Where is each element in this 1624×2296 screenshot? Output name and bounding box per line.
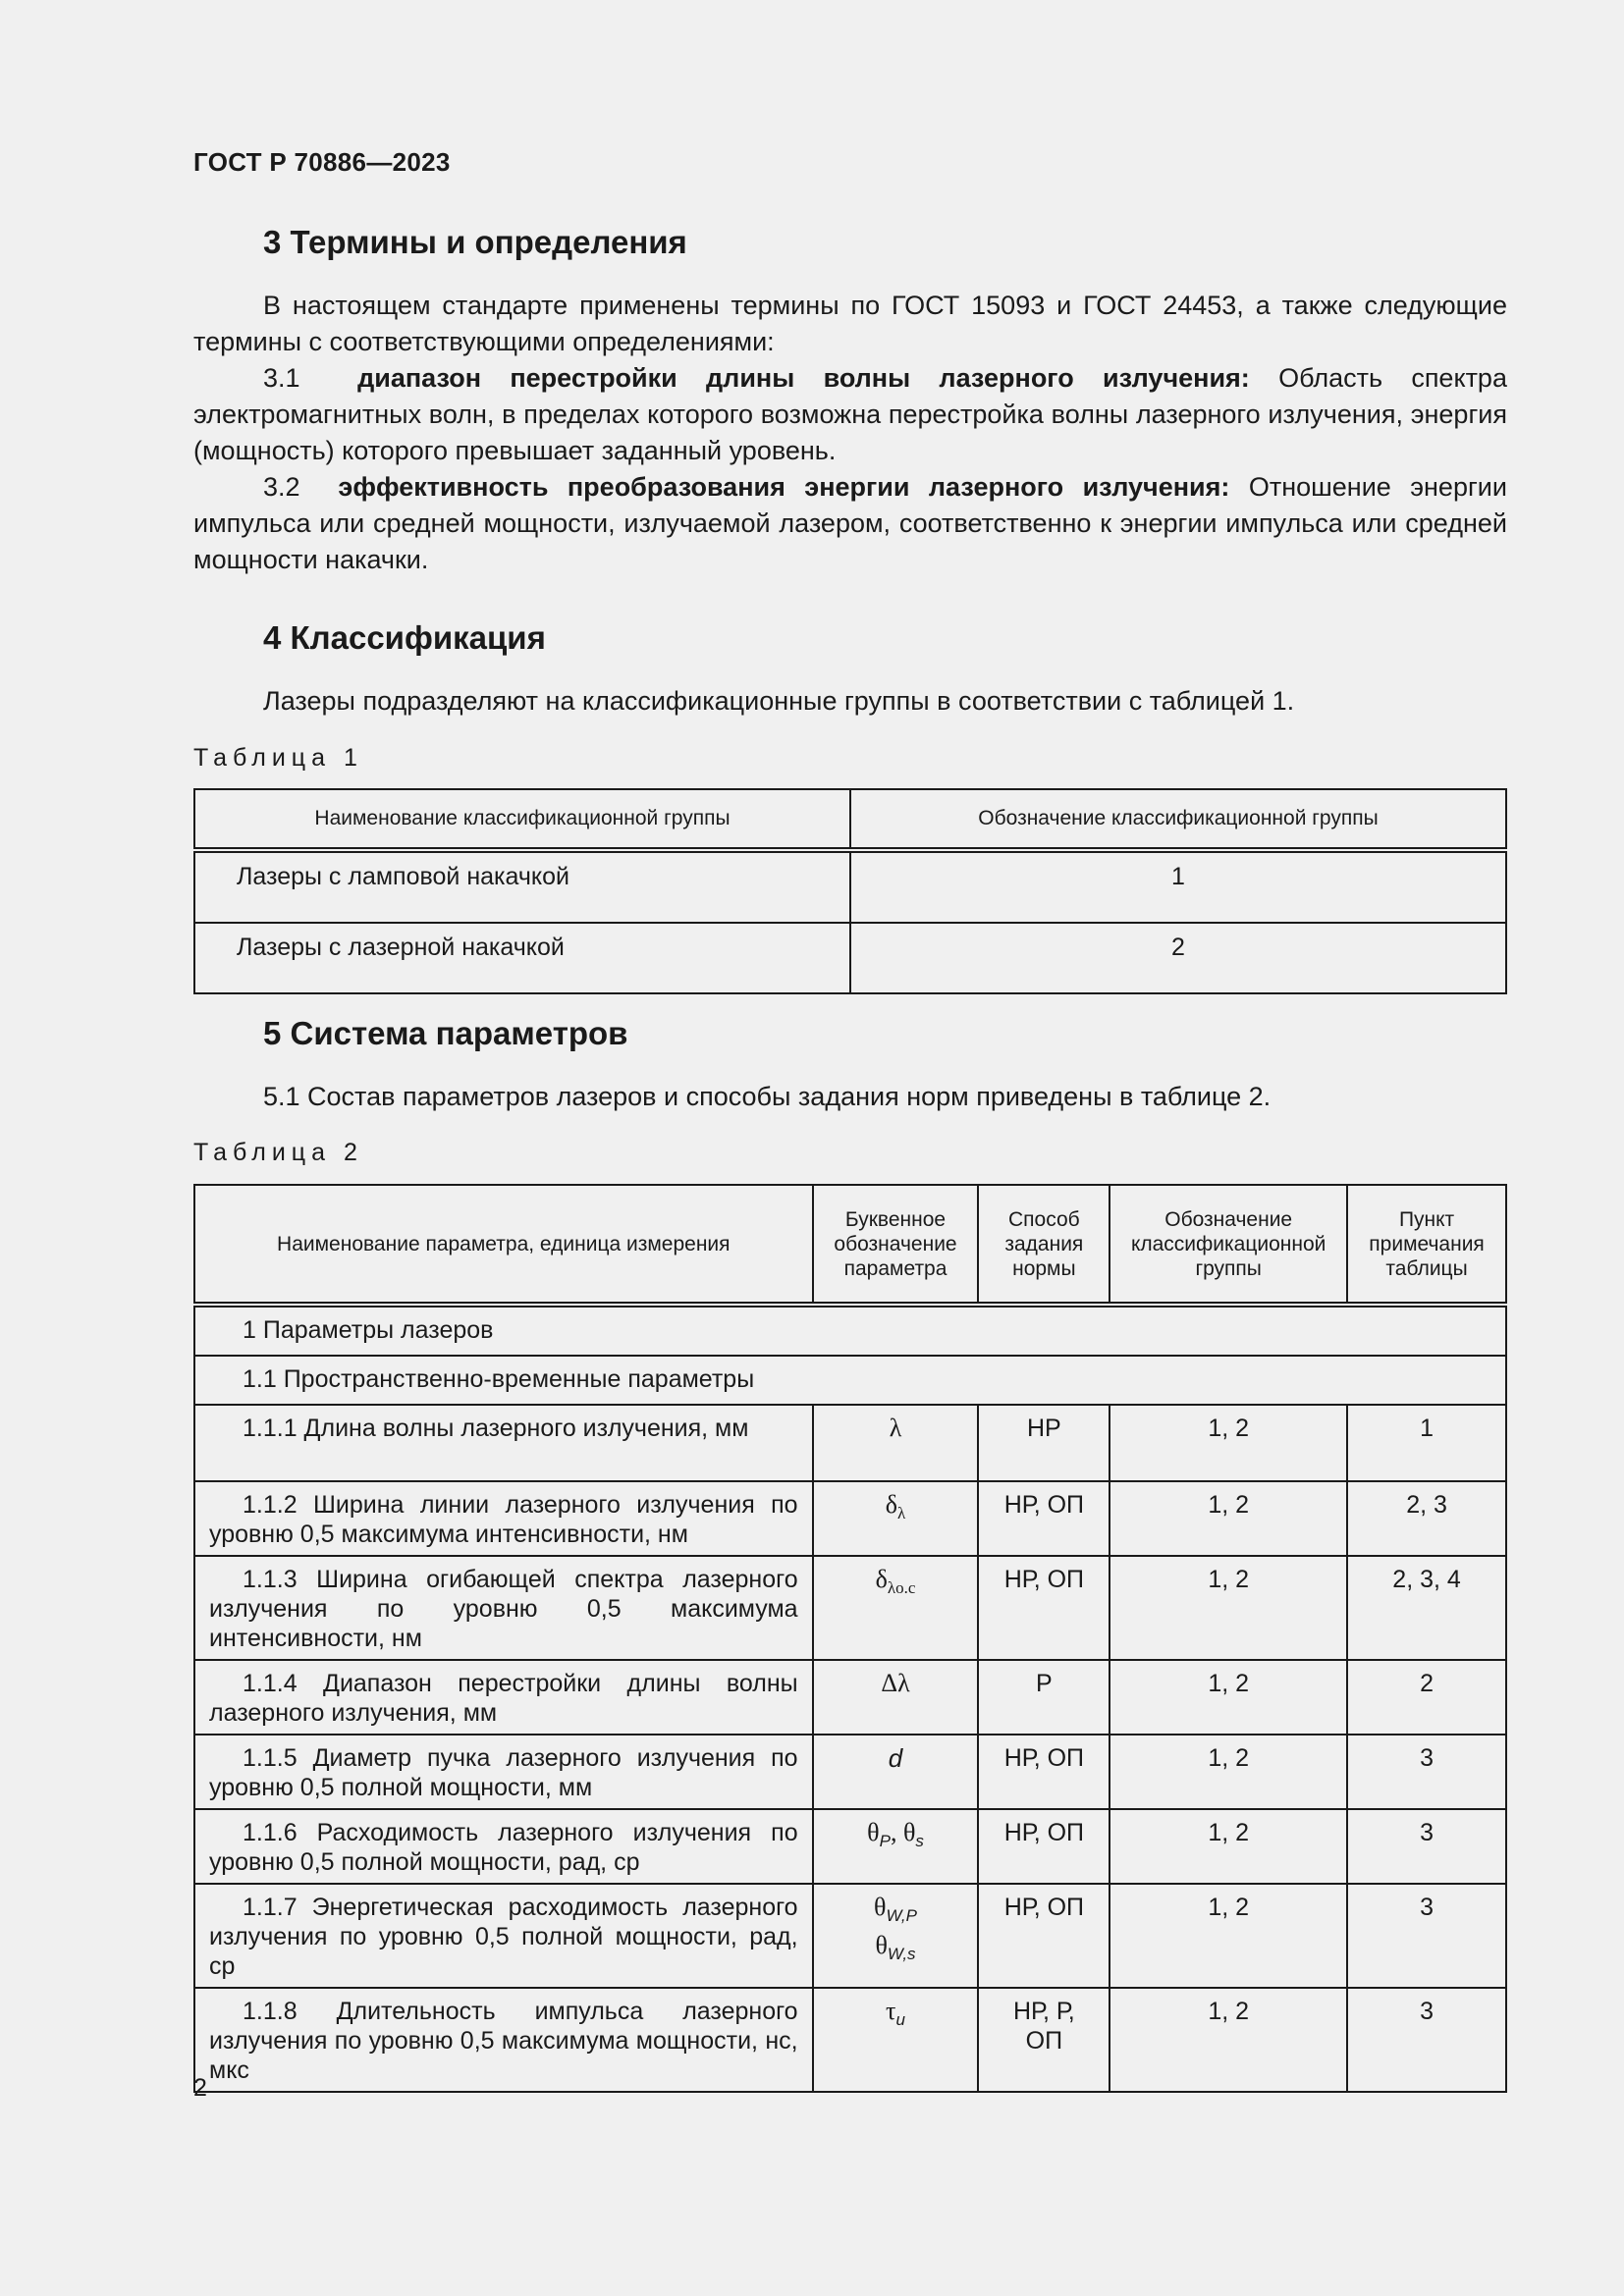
param-symbol [813,1556,979,1660]
table-row [194,1735,1506,1809]
param-method: НР [978,1405,1110,1481]
symbol-subscript: и [895,2010,905,2030]
table-2 [193,1184,1507,2093]
param-groups: 1, 2 [1110,1809,1347,1884]
param-name: 1.1.6 Расходимость лазерного излучения по уровню 0,5 полной мощности, рад, ср [194,1809,813,1884]
table-2-header-method: Способ задания нормы [978,1185,1110,1305]
symbol-delta-lambda: Δλ [881,1669,910,1697]
section-5-text [193,1079,1507,1115]
param-method: НР, Р, ОП [978,1988,1110,2092]
symbol-tau: τ [886,1997,896,2025]
param-name: 1.1.7 Энергетическая расходимость лазерного излучения по уровню 0,5 полной мощности, рад, ср [194,1884,813,1988]
param-note: 1 [1347,1405,1506,1481]
table-1-cell-name: Лазеры с ламповой накачкой [194,850,850,923]
table-2-header-name: Наименование параметра, единица измерения [194,1185,813,1305]
param-name: 1.1.4 Диапазон перестройки длины волны лазерного излучения, мм [194,1660,813,1735]
section-4-title: 4 Классификация [263,619,546,656]
term-3-2-definition: Отношение энергии импульса или средней мощности, излучаемой лазером, соответственно к энергии импульса или средней мощности накачки. [193,472,1507,574]
symbol-line [814,1893,978,1931]
table-1-cell-designation: 2 [850,923,1506,993]
symbol-subscript: s [915,1832,924,1851]
group-spatiotemporal-parameters: 1.1 Пространственно-временные параметры [194,1356,1506,1405]
param-symbol [813,1988,979,2092]
symbol-subscript: W,s [887,1945,916,1964]
symbol-lambda: λ [889,1414,902,1442]
term-3-1-term: диапазон перестройки длины волны лазерного излучения: [357,363,1250,393]
table-1-header-row [194,789,1506,850]
param-note: 2 [1347,1660,1506,1735]
param-name: 1.1.5 Диаметр пучка лазерного излучения по уровню 0,5 полной мощности, мм [194,1735,813,1809]
param-method: НР, ОП [978,1884,1110,1988]
param-groups: 1, 2 [1110,1481,1347,1556]
group-lasers-parameters: 1 Параметры лазеров [194,1305,1506,1356]
section-5-text-body: 5.1 Состав параметров лазеров и способы задания норм приведены в таблице 2. [263,1082,1272,1111]
param-symbol [813,1809,979,1884]
param-method: Р [978,1660,1110,1735]
table-row [194,1884,1506,1988]
table-1-header-designation: Обозначение классификационной группы [850,789,1506,850]
symbol-d: d [888,1743,903,1773]
param-note: 3 [1347,1809,1506,1884]
table-1-header-name: Наименование классификационной группы [194,789,850,850]
table-row [194,1809,1506,1884]
symbol-line [814,1931,978,1969]
param-note: 2, 3, 4 [1347,1556,1506,1660]
param-symbol [813,1481,979,1556]
symbol-subscript: P [879,1832,891,1851]
table-2-header-row [194,1185,1506,1305]
table-1 [193,788,1507,994]
table-2-header-group: Обозначение классификационной группы [1110,1185,1347,1305]
table-1-caption: Таблица 1 [193,744,363,772]
symbol-theta: θ [867,1818,880,1846]
param-symbol [813,1884,979,1988]
page-number: 2 [193,2074,207,2102]
symbol-separator: , [890,1818,903,1846]
term-3-1-number: 3.1 [263,363,300,393]
param-symbol [813,1660,979,1735]
section-4-text-body: Лазеры подразделяют на классификационные группы в соответствии с таблицей 1. [263,686,1295,716]
table-row [194,1660,1506,1735]
param-groups: 1, 2 [1110,1884,1347,1988]
standard-header: ГОСТ Р 70886—2023 [193,147,451,177]
table-group-row [194,1356,1506,1405]
param-note: 3 [1347,1884,1506,1988]
param-groups: 1, 2 [1110,1735,1347,1809]
table-1-cell-designation: 1 [850,850,1506,923]
param-method: НР, ОП [978,1556,1110,1660]
param-method: НР, ОП [978,1481,1110,1556]
section-5-title: 5 Система параметров [263,1015,628,1051]
param-name: 1.1.2 Ширина линии лазерного излучения по уровню 0,5 максимума интенсивности, нм [194,1481,813,1556]
param-method: НР, ОП [978,1809,1110,1884]
section-3-intro-text: В настоящем стандарте применены термины по ГОСТ 15093 и ГОСТ 24453, а также следующие термины с соответствующими определениями: [193,291,1507,356]
table-row [194,1405,1506,1481]
param-groups: 1, 2 [1110,1405,1347,1481]
param-note: 3 [1347,1735,1506,1809]
table-row [194,1481,1506,1556]
param-symbol [813,1405,979,1481]
param-groups: 1, 2 [1110,1988,1347,2092]
symbol-theta: θ [874,1893,887,1921]
section-3-intro [193,288,1507,360]
table-row [194,923,1506,993]
term-3-2-term: эффективность преобразования энергии лазерного излучения: [338,472,1230,502]
table-2-header-note: Пункт примечания таблицы [1347,1185,1506,1305]
table-group-row [194,1305,1506,1356]
term-3-1 [193,360,1507,469]
term-3-2 [193,469,1507,578]
table-2-caption: Таблица 2 [193,1139,363,1166]
term-3-2-number: 3.2 [263,472,300,502]
symbol-subscript: λо.с [887,1578,916,1598]
param-note: 2, 3 [1347,1481,1506,1556]
symbol-theta: θ [902,1818,916,1846]
table-row [194,1556,1506,1660]
symbol-theta: θ [875,1931,888,1960]
param-name: 1.1.8 Длительность импульса лазерного излучения по уровню 0,5 максимума мощности, нс, мкс [194,1988,813,2092]
param-symbol [813,1735,979,1809]
table-1-cell-name: Лазеры с лазерной накачкой [194,923,850,993]
param-groups: 1, 2 [1110,1556,1347,1660]
symbol-subscript: λ [897,1504,906,1523]
symbol-delta: δ [885,1490,898,1519]
section-3-title: 3 Термины и определения [263,224,687,260]
table-row [194,850,1506,923]
table-2-header-symbol: Буквенное обозначение параметра [813,1185,979,1305]
symbol-subscript: W,P [886,1906,917,1926]
table-row [194,1988,1506,2092]
term-3-1-definition: Область спектра электромагнитных волн, в пределах которого возможна перестройка волны лазерного излучения, энергия (мощность) которого превышает заданный уровень. [193,363,1507,465]
symbol-delta: δ [875,1565,888,1593]
section-4-text [193,683,1507,720]
param-note: 3 [1347,1988,1506,2092]
param-name: 1.1.3 Ширина огибающей спектра лазерного излучения по уровню 0,5 максимума интенсивности, нм [194,1556,813,1660]
param-name: 1.1.1 Длина волны лазерного излучения, мм [194,1405,813,1481]
param-method: НР, ОП [978,1735,1110,1809]
param-groups: 1, 2 [1110,1660,1347,1735]
